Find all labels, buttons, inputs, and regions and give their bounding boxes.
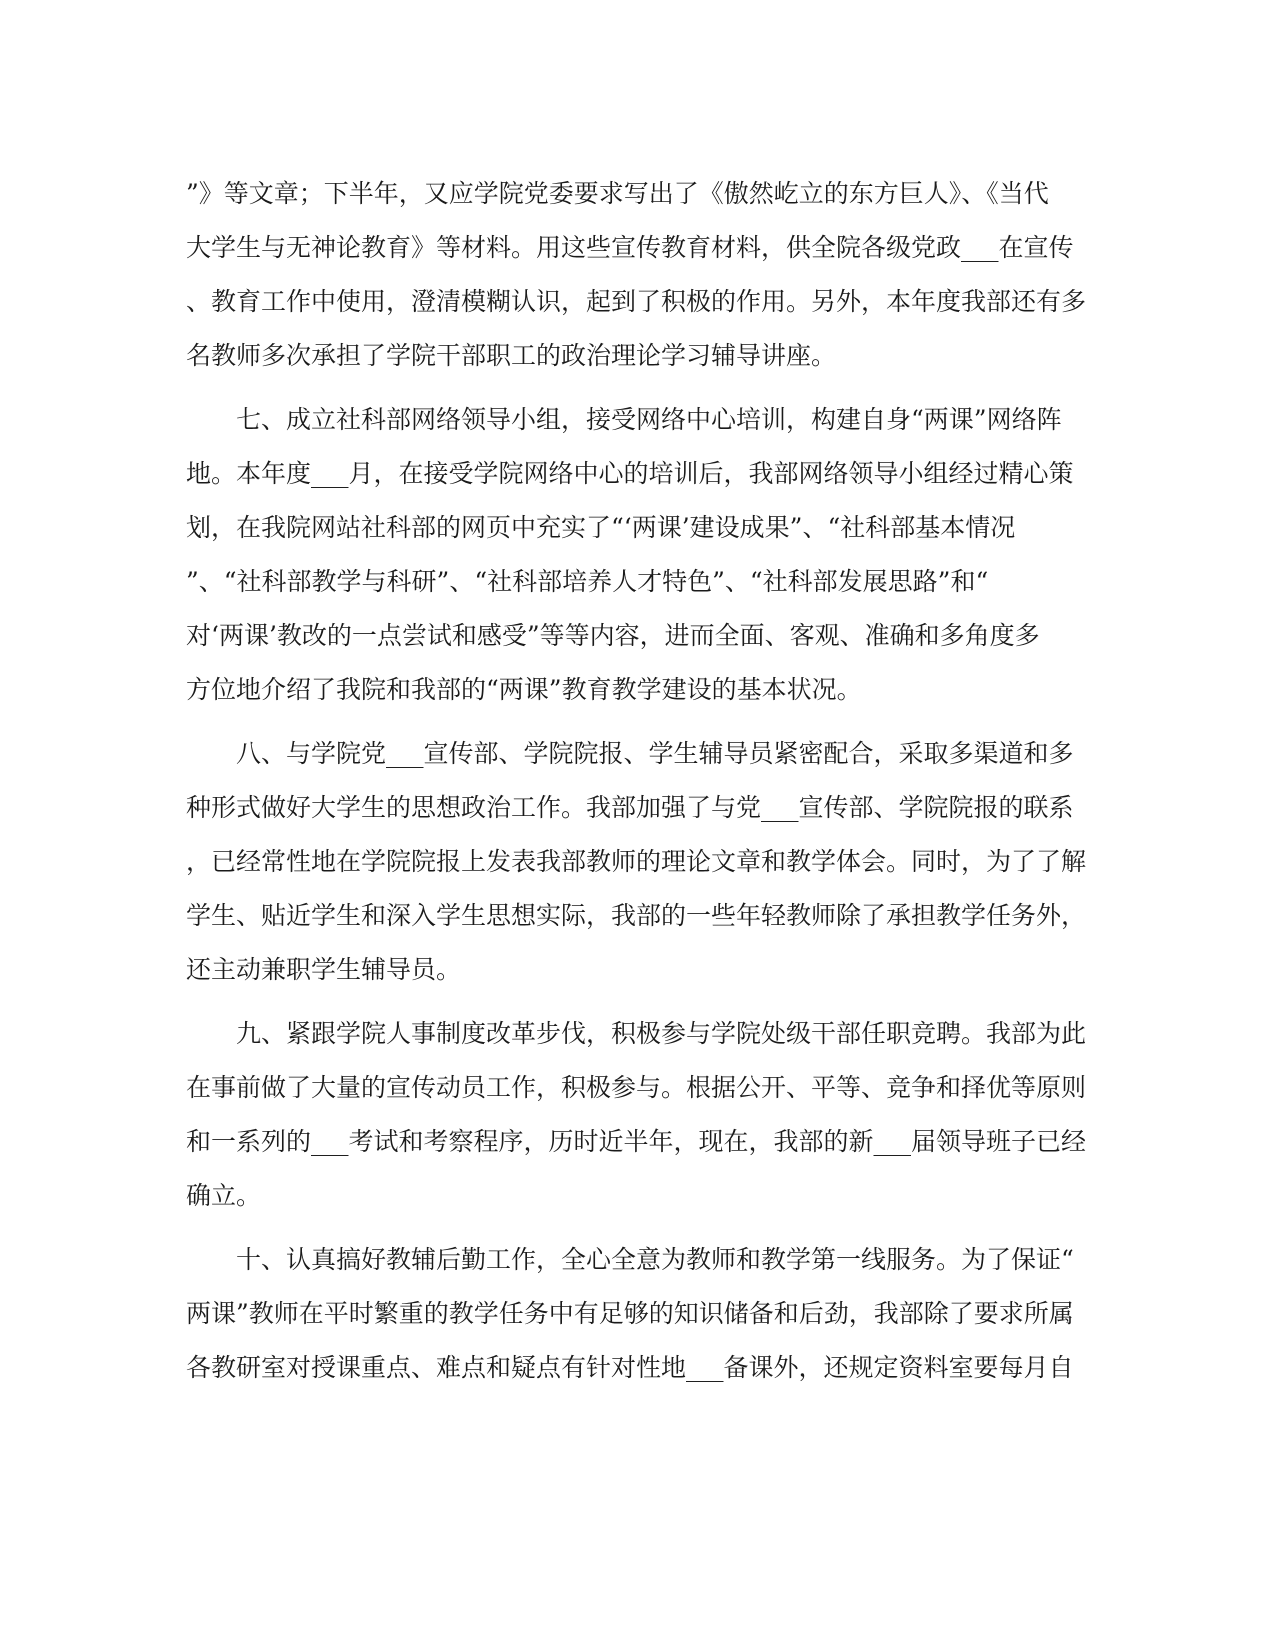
paragraph-7 <box>186 393 1078 717</box>
text-line: 九、紧跟学院人事制度改革步伐，积极参与学院处级干部任职竞聘。我部为此 <box>236 1019 1087 1048</box>
text-line: ”、“社科部教学与科研”、“社科部培养人才特色”、“社科部发展思路”和“ <box>186 567 989 596</box>
text-line: 八、与学院党___宣传部、学院院报、学生辅导员紧密配合，采取多渠道和多 <box>236 739 1074 768</box>
document-body <box>186 167 1087 1395</box>
text-line: 划，在我院网站社科部的网页中充实了“‘两课’建设成果”、“社科部基本情况 <box>186 513 1016 542</box>
text-line: 七、成立社科部网络领导小组，接受网络中心培训，构建自身“两课”网络阵 <box>236 405 1062 434</box>
text-line: 和一系列的___考试和考察程序，历时近半年，现在，我部的新___届领导班子已经 <box>186 1127 1087 1156</box>
paragraph-10 <box>186 1233 1078 1395</box>
paragraph-8 <box>186 727 1087 997</box>
text-line: 地。本年度___月，在接受学院网络中心的培训后，我部网络领导小组经过精心策 <box>186 459 1074 488</box>
text-line: ，已经常性地在学院院报上发表我部教师的理论文章和教学体会。同时，为了了解 <box>186 847 1087 876</box>
text-line: ”》等文章；下半年，又应学院党委要求写出了《傲然屹立的东方巨人》、《当代 <box>186 179 1049 208</box>
text-line: 学生、贴近学生和深入学生思想实际，我部的一些年轻教师除了承担教学任务外， <box>186 901 1087 930</box>
text-line: 名教师多次承担了学院干部职工的政治理论学习辅导讲座。 <box>186 341 837 370</box>
paragraph-6-continuation <box>186 167 1087 383</box>
text-line: 在事前做了大量的宣传动员工作，积极参与。根据公开、平等、竞争和择优等原则 <box>186 1073 1087 1102</box>
text-line: 方位地介绍了我院和我部的“两课”教育教学建设的基本状况。 <box>186 675 862 704</box>
paragraph-9 <box>186 1007 1087 1223</box>
text-line: 种形式做好大学生的思想政治工作。我部加强了与党___宣传部、学院院报的联系 <box>186 793 1074 822</box>
text-line: 十、认真搞好教辅后勤工作，全心全意为教师和教学第一线服务。为了保证“ <box>236 1245 1074 1274</box>
text-line: 对‘两课’教改的一点尝试和感受”等等内容，进而全面、客观、准确和多角度多 <box>186 621 1040 650</box>
text-line: 确立。 <box>186 1181 262 1210</box>
text-line: 、教育工作中使用，澄清模糊认识，起到了积极的作用。另外，本年度我部还有多 <box>186 287 1087 316</box>
text-line: 还主动兼职学生辅导员。 <box>186 955 462 984</box>
text-line: 各教研室对授课重点、难点和疑点有针对性地___备课外，还规定资料室要每月自 <box>186 1353 1074 1382</box>
text-line: 两课”教师在平时繁重的教学任务中有足够的知识储备和后劲，我部除了要求所属 <box>186 1299 1074 1328</box>
text-line: 大学生与无神论教育》等材料。用这些宣传教育材料，供全院各级党政___在宣传 <box>186 233 1074 262</box>
